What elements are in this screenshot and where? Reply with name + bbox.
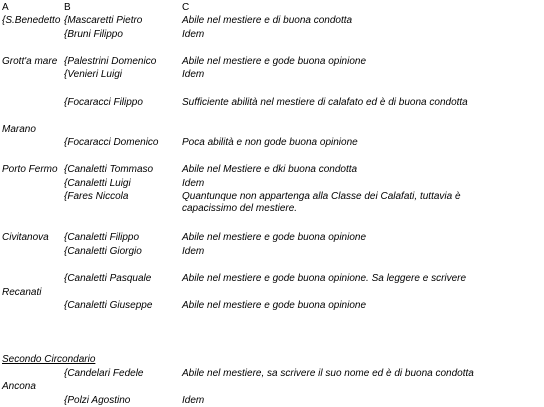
cell-a-18[interactable]: Ancona: [2, 381, 36, 392]
column-header-c[interactable]: C: [182, 2, 190, 13]
cell-b-19[interactable]: {Polzi Agostino: [64, 395, 131, 406]
cell-b-15[interactable]: {Canaletti Giuseppe: [64, 300, 153, 311]
cell-b-8[interactable]: {Canaletti Tommaso: [64, 164, 154, 175]
column-header-a[interactable]: A: [2, 2, 9, 13]
cell-b-17[interactable]: {Candelari Fedele: [64, 368, 144, 379]
cell-a-14[interactable]: Recanati: [2, 287, 42, 298]
cell-b-9[interactable]: {Canaletti Luigi: [64, 178, 131, 189]
cell-a-11[interactable]: Civitanova: [2, 232, 49, 243]
cell-c-3[interactable]: Abile nel mestiere e gode buona opinione: [182, 56, 367, 67]
column-header-b[interactable]: B: [64, 2, 71, 13]
cell-c-4[interactable]: Idem: [182, 69, 205, 80]
cell-b-4[interactable]: {Venieri Luigi: [64, 69, 123, 80]
cell-a-6[interactable]: Marano: [2, 124, 36, 135]
cell-b-7[interactable]: {Focaracci Domenico: [64, 137, 159, 148]
cell-a-8[interactable]: Porto Fermo: [2, 164, 58, 175]
cell-c-19[interactable]: Idem: [182, 395, 205, 406]
cell-c-2[interactable]: Idem: [182, 29, 205, 40]
cell-c-5[interactable]: Sufficiente abilità nel mestiere di calafato ed è di buona condotta: [182, 97, 468, 108]
cell-b-13[interactable]: {Canaletti Pasquale: [64, 273, 152, 284]
cell-c-17[interactable]: Abile nel mestiere, sa scrivere il suo nome ed è di buona condotta: [182, 368, 474, 379]
cell-c-15[interactable]: Abile nel mestiere e gode buona opinione: [182, 300, 367, 311]
cell-a-1[interactable]: {S.Benedetto: [2, 15, 61, 26]
cell-b-12[interactable]: {Canaletti Giorgio: [64, 246, 142, 257]
cell-c-8[interactable]: Abile nel Mestiere e dki buona condotta: [182, 164, 358, 175]
cell-c-9[interactable]: Idem: [182, 178, 205, 189]
cell-c-11[interactable]: Abile nel mestiere e gode buona opinione: [182, 232, 367, 243]
cell-a-16[interactable]: Secondo Circondario: [2, 354, 96, 365]
cell-c-13[interactable]: Abile nel mestiere e gode buona opinione. Sa leggere e scrivere: [182, 273, 467, 284]
cell-a-3[interactable]: Grott'a mare: [2, 56, 58, 67]
cell-c-12[interactable]: Idem: [182, 246, 205, 257]
cell-b-11[interactable]: {Canaletti Filippo: [64, 232, 140, 243]
cell-c-1[interactable]: Abile nel mestiere e di buona condotta: [182, 15, 353, 26]
cell-c-10[interactable]: Quantunque non appartenga alla Classe dei Calafati, tuttavia è capacissimo del mestiere.: [182, 191, 461, 214]
cell-b-1[interactable]: {Mascaretti Pietro: [64, 15, 143, 26]
cell-b-3[interactable]: {Palestrini Domenico: [64, 56, 157, 67]
cell-c-7[interactable]: Poca abilità e non gode buona opinione: [182, 137, 358, 148]
cell-b-10[interactable]: {Fares Niccola: [64, 191, 129, 202]
cell-b-5[interactable]: {Focaracci Filippo: [64, 97, 143, 108]
cell-b-2[interactable]: {Bruni Filippo: [64, 29, 123, 40]
